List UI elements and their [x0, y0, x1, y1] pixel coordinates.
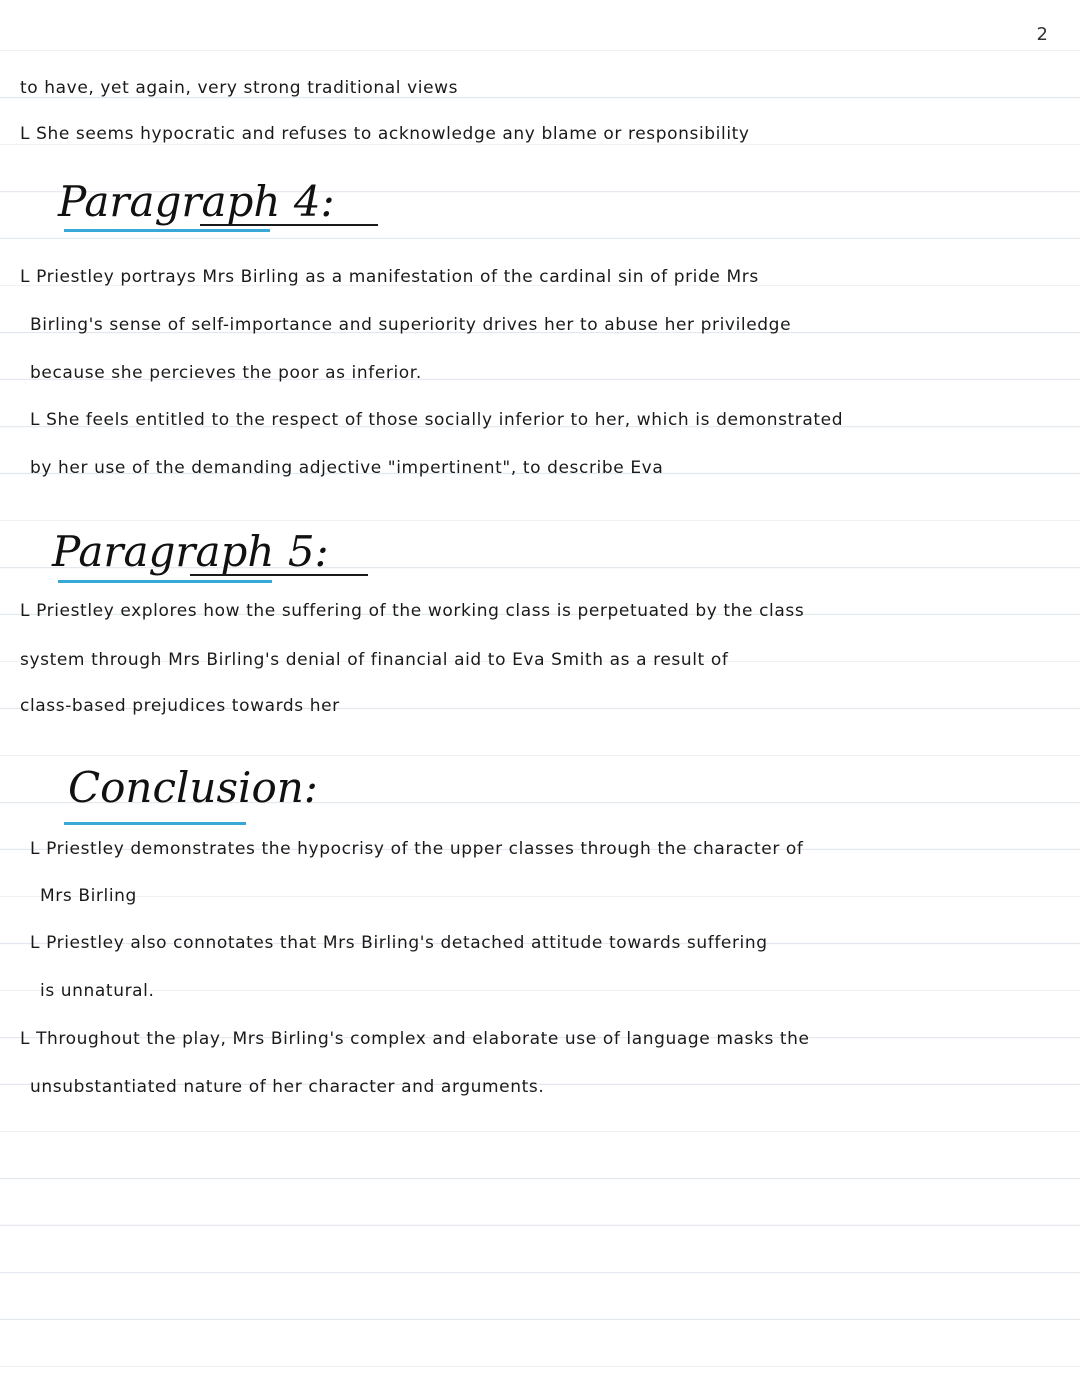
paragraph-4-line-5: by her use of the demanding adjective "impertinent", to describe Eva [30, 458, 664, 478]
paragraph-5-line-1: L Priestley explores how the suffering of the working class is perpetuated by the class [20, 601, 805, 621]
paragraph-4-heading-underline-black [200, 224, 378, 226]
paragraph-4-line-1: L Priestley portrays Mrs Birling as a manifestation of the cardinal sin of pride Mrs [20, 267, 759, 287]
conclusion-line-4: is unnatural. [40, 981, 155, 1001]
paragraph-5-line-3: class-based prejudices towards her [20, 696, 340, 716]
paragraph-5-heading-underline-blue [58, 580, 272, 583]
paragraph-4-heading: Paragraph 4: [58, 177, 335, 226]
page-number: 2 [1036, 24, 1048, 45]
paragraph-4-line-4: L She feels entitled to the respect of those socially inferior to her, which is demonstrated [30, 410, 844, 430]
conclusion-heading: Conclusion: [68, 763, 318, 812]
paragraph-5-heading-underline-black [190, 574, 368, 576]
conclusion-line-6: unsubstantiated nature of her character and arguments. [30, 1077, 545, 1097]
conclusion-line-3: L Priestley also connotates that Mrs Birling's detached attitude towards suffering [30, 933, 768, 953]
conclusion-line-5: L Throughout the play, Mrs Birling's complex and elaborate use of language masks the [20, 1029, 810, 1049]
paragraph-4-line-2: Birling's sense of self-importance and superiority drives her to abuse her priviledge [30, 315, 792, 335]
paragraph-4-line-3: because she percieves the poor as inferior. [30, 363, 422, 383]
intro-line-2: L She seems hypocratic and refuses to acknowledge any blame or responsibility [20, 124, 750, 144]
paragraph-4-heading-underline-blue [64, 229, 270, 232]
conclusion-line-2: Mrs Birling [40, 886, 137, 906]
paragraph-5-heading: Paragraph 5: [52, 527, 329, 576]
conclusion-line-1: L Priestley demonstrates the hypocrisy of the upper classes through the character of [30, 839, 804, 859]
intro-line-1: to have, yet again, very strong traditional views [20, 78, 459, 98]
paragraph-5-line-2: system through Mrs Birling's denial of financial aid to Eva Smith as a result of [20, 650, 729, 670]
conclusion-heading-underline-blue [64, 822, 246, 825]
